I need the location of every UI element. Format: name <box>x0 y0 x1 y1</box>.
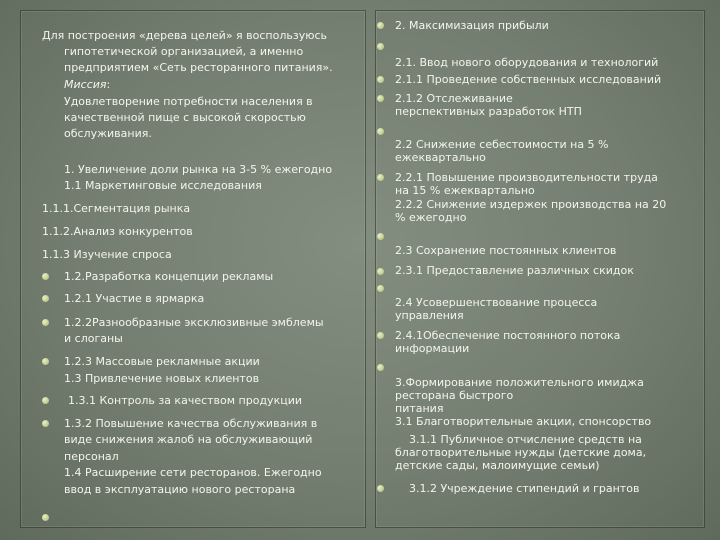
list-item: благотворительные нужды (детские дома, <box>395 446 647 459</box>
intro-line: предприятием «Сеть ресторанного питания». <box>64 61 333 74</box>
bullet-icon <box>42 273 49 280</box>
list-item: 1.2.Разработка концепции рекламы <box>64 270 274 283</box>
bullet-icon <box>377 364 384 371</box>
list-item: 2. Максимизация прибыли <box>395 19 549 32</box>
list-item: 1.3.1 Контроль за качеством продукции <box>68 394 302 407</box>
list-item: 1.2.2Разнообразные эксклюзивные эмблемы <box>64 316 324 329</box>
list-item: 1.2.3 Массовые рекламные акции <box>64 355 260 368</box>
bullet-icon <box>377 485 384 492</box>
list-item: 2.2.2 Снижение издержек производства на 20 <box>395 198 667 211</box>
bullet-icon <box>377 95 384 102</box>
bullet-icon <box>42 358 49 365</box>
bullet-icon <box>377 332 384 339</box>
list-item: 3.1.2 Учреждение стипендий и грантов <box>395 482 640 495</box>
list-item: и слоганы <box>64 332 123 345</box>
list-item: 1.3 Привлечение новых клиентов <box>64 372 260 385</box>
list-item: ежеквартально <box>395 151 486 164</box>
list-item: 3.1 Благотворительные акции, спонсорство <box>395 415 652 428</box>
bullet-icon <box>42 420 49 427</box>
bullet-icon <box>377 285 384 292</box>
list-item: на 15 % ежеквартально <box>395 184 535 197</box>
list-item: 1.1.1.Сегментация рынка <box>42 202 191 215</box>
list-item: 2.3 Сохранение постоянных клиентов <box>395 244 617 257</box>
intro-line: гипотетической организацией, а именно <box>64 45 304 58</box>
list-item: информации <box>395 342 470 355</box>
list-item: персонал <box>64 450 119 463</box>
bullet-icon <box>42 514 49 521</box>
list-item: 1.2.1 Участие в ярмарка <box>64 292 205 305</box>
list-item: 2.4 Усовершенствование процесса <box>395 296 598 309</box>
mission-colon: : <box>106 78 111 91</box>
bullet-icon <box>377 43 384 50</box>
mission-label: Миссия <box>64 78 107 91</box>
bullet-icon <box>377 76 384 83</box>
list-item: виде снижения жалоб на обслуживающий <box>64 433 313 446</box>
list-item: ресторана быстрого <box>395 389 514 402</box>
list-item: 3.1.1 Публичное отчисление средств на <box>395 433 642 446</box>
list-item: ввод в эксплуатацию нового ресторана <box>64 483 296 496</box>
list-item: 1.3.2 Повышение качества обслуживания в <box>64 417 318 430</box>
list-item: 3.Формирование положительного имиджа <box>395 376 644 389</box>
list-item: перспективных разработок НТП <box>395 105 582 118</box>
list-item: 1.1.3 Изучение спроса <box>42 248 172 261</box>
list-item: управления <box>395 309 464 322</box>
list-item: 1.4 Расширение сети ресторанов. Ежегодно <box>64 466 322 479</box>
list-item: питания <box>395 402 444 415</box>
list-item: 1.1.2.Анализ конкурентов <box>42 225 193 238</box>
goal-sub: 1.1 Маркетинговые исследования <box>64 179 262 192</box>
bullet-icon <box>377 128 384 135</box>
mission-line <box>64 78 110 92</box>
intro-line: качественной пище с высокой скоростью <box>64 111 306 124</box>
list-item: детские сады, малоимущие семьи) <box>395 459 600 472</box>
list-item: 2.1. Ввод нового оборудования и технологий <box>395 56 659 69</box>
bullet-icon <box>42 319 49 326</box>
list-item: 2.4.1Обеспечение постоянного потока <box>395 329 621 342</box>
list-item: 2.1.2 Отслеживание <box>395 92 513 105</box>
bullet-icon <box>377 174 384 181</box>
bullet-icon <box>377 268 384 275</box>
bullet-icon <box>42 397 49 404</box>
list-item: 2.1.1 Проведение собственных исследований <box>395 73 662 86</box>
intro-line: Для построения «дерева целей» я воспользуюсь <box>42 29 328 42</box>
list-item: 2.2 Снижение себестоимости на 5 % <box>395 138 609 151</box>
bullet-icon <box>377 233 384 240</box>
intro-line: Удовлетворение потребности населения в <box>64 95 313 108</box>
goal-title: 1. Увеличение доли рынка на 3-5 % ежегодно <box>64 163 333 176</box>
list-item: % ежегодно <box>395 211 467 224</box>
bullet-icon <box>42 295 49 302</box>
list-item: 2.2.1 Повышение производительности труда <box>395 171 658 184</box>
bullet-icon <box>377 22 384 29</box>
intro-line: обслуживания. <box>64 127 152 140</box>
list-item: 2.3.1 Предоставление различных скидок <box>395 264 634 277</box>
